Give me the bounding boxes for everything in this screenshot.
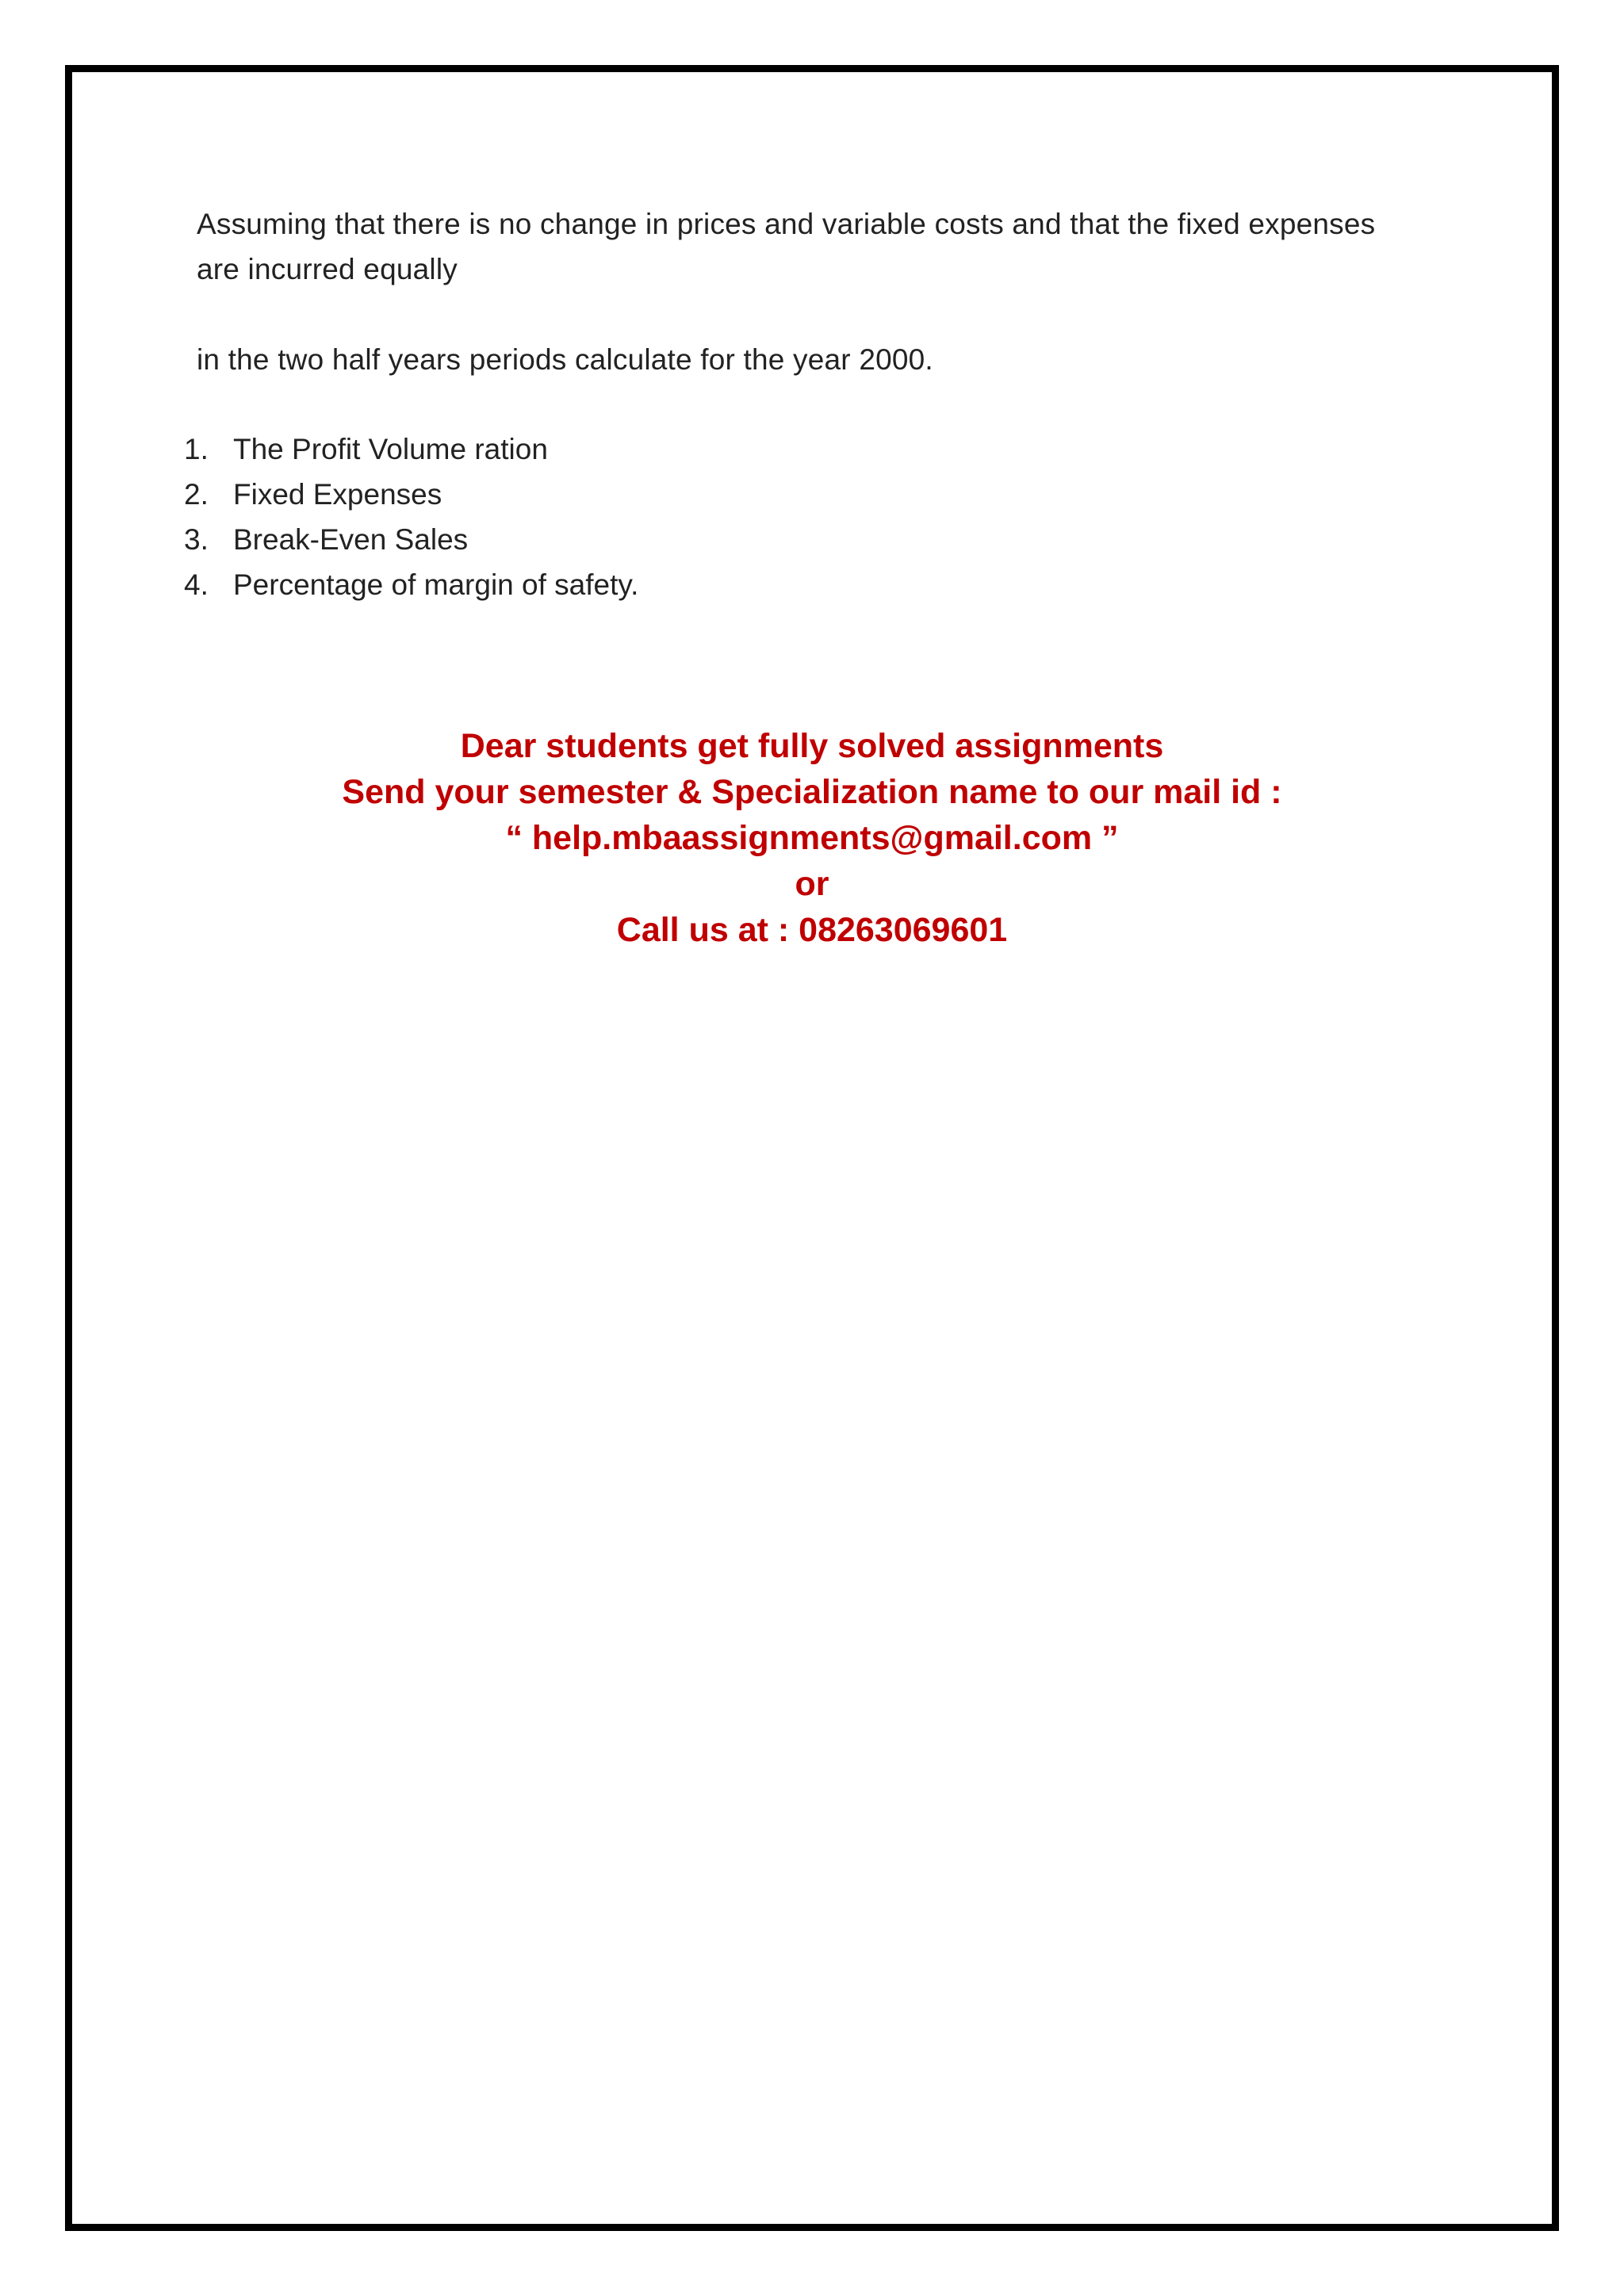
promo-or: or <box>795 865 829 903</box>
question-number: 3. <box>184 523 209 556</box>
promo-instruction: Send your semester & Specialization name to our mail id : <box>342 773 1282 811</box>
question-text: The Profit Volume ration <box>233 433 548 465</box>
promo-email: “ help.mbaassignments@gmail.com ” <box>505 819 1119 857</box>
promo-phone: Call us at : 08263069601 <box>616 911 1008 949</box>
question-item <box>184 517 638 562</box>
promo-block <box>0 723 1624 953</box>
question-number: 1. <box>184 433 209 465</box>
question-item <box>184 562 638 607</box>
paragraph-period: in the two half years periods calculate for the year 2000. <box>197 343 933 376</box>
question-list <box>184 427 638 607</box>
question-number: 4. <box>184 568 209 601</box>
question-text: Fixed Expenses <box>233 478 442 511</box>
question-item <box>184 472 638 517</box>
paragraph-assumption: Assuming that there is no change in prices and variable costs and that the fixed expenses are incurred equally <box>197 208 1376 285</box>
question-item <box>184 427 638 472</box>
question-text: Percentage of margin of safety. <box>233 568 639 601</box>
question-number: 2. <box>184 478 209 511</box>
question-text: Break-Even Sales <box>233 523 469 556</box>
promo-headline: Dear students get fully solved assignments <box>460 727 1164 765</box>
page-border <box>65 65 1559 2231</box>
